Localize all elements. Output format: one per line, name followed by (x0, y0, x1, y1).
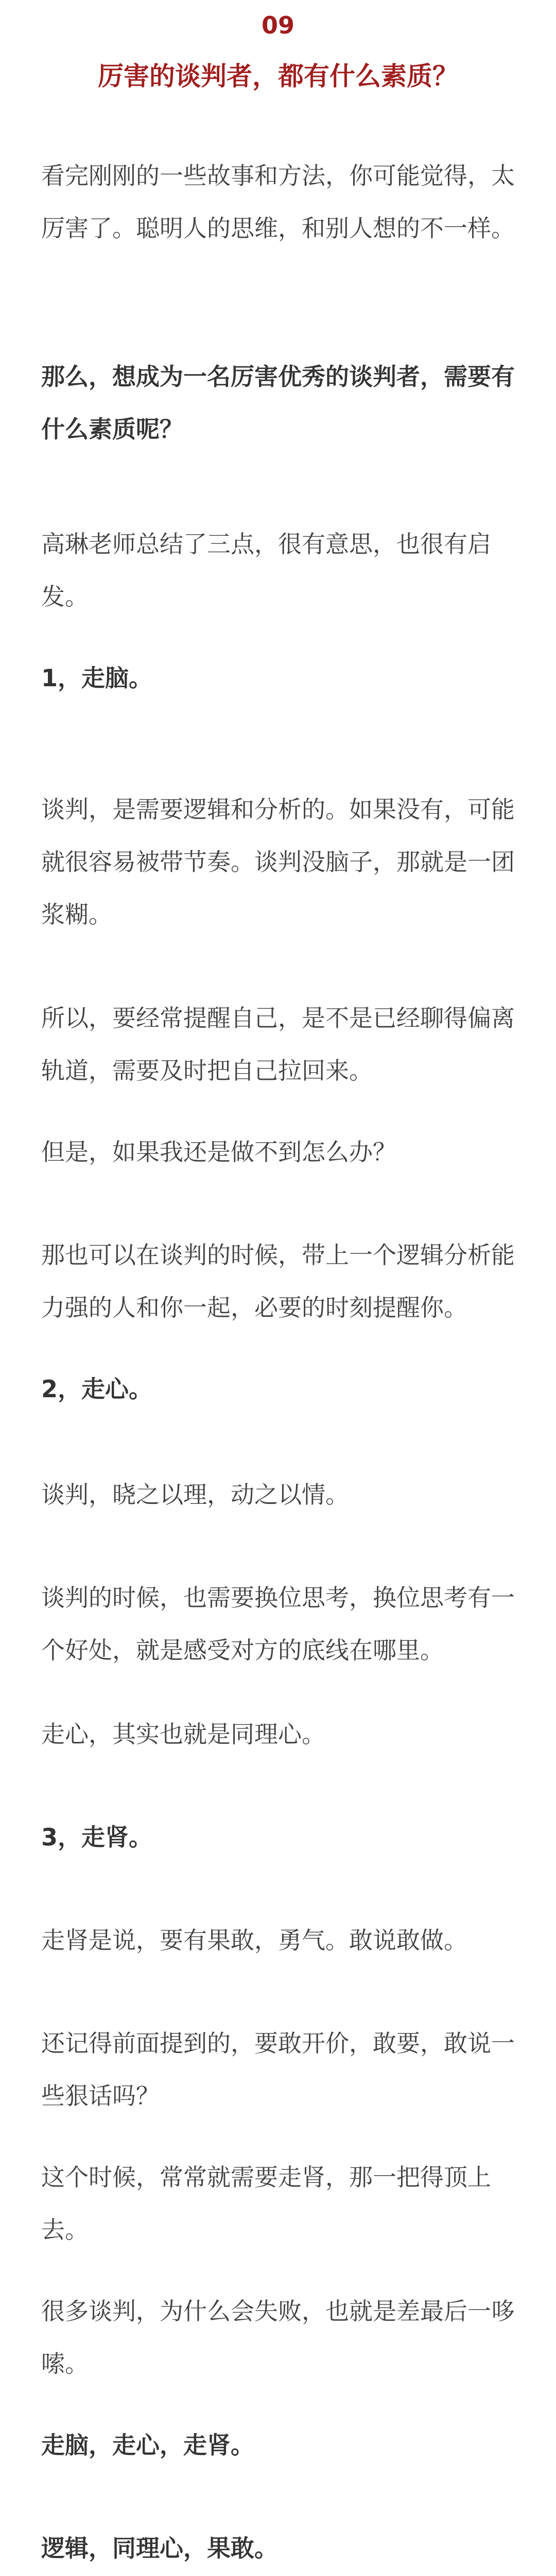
paragraph: 这个时候，常常就需要走肾，那一把得顶上去。 (41, 2163, 491, 2244)
paragraph: 所以，要经常提醒自己，是不是已经聊得偏离轨道，需要及时把自己拉回来。 (41, 1004, 515, 1084)
paragraph: 谈判，是需要逻辑和分析的。如果没有，可能就很容易被带节奏。谈判没脑子，那就是一团浆糊。 (41, 795, 515, 928)
paragraph: 高琳老师总结了三点，很有意思，也很有启发。 (41, 530, 491, 611)
paragraph: 还记得前面提到的，要敢开价，敢要，敢说一些狠话吗？ (41, 2029, 515, 2110)
summary-line: 走脑，走心，走肾。 (41, 2431, 254, 2459)
point-heading: 1，走脑。 (41, 664, 153, 692)
paragraph: 谈判的时候，也需要换位思考，换位思考有一个好处，就是感受对方的底线在哪里。 (41, 1584, 515, 1664)
point-heading: 2，走心。 (41, 1375, 153, 1403)
section-number: 09 (261, 11, 294, 39)
paragraph: 很多谈判，为什么会失败，也就是差最后一哆嗦。 (41, 2297, 515, 2378)
paragraph: 走肾是说，要有果敢，勇气。敢说敢做。 (41, 1926, 467, 1954)
section-title: 厉害的谈判者，都有什么素质？ (98, 61, 458, 91)
paragraph: 但是，如果我还是做不到怎么办？ (41, 1138, 396, 1166)
paragraph: 谈判，晓之以理，动之以情。 (41, 1481, 349, 1509)
point-heading: 3，走肾。 (41, 1823, 153, 1851)
paragraph: 走心，其实也就是同理心。 (41, 1720, 325, 1748)
summary-line: 逻辑，同理心，果敢。 (41, 2534, 278, 2562)
paragraph: 那也可以在谈判的时候，带上一个逻辑分析能力强的人和你一起，必要的时刻提醒你。 (41, 1241, 515, 1321)
paragraph: 看完刚刚的一些故事和方法，你可能觉得，太厉害了。聪明人的思维，和别人想的不一样。 (41, 162, 515, 242)
paragraph-bold: 那么，想成为一名厉害优秀的谈判者，需要有什么素质呢？ (41, 363, 515, 443)
